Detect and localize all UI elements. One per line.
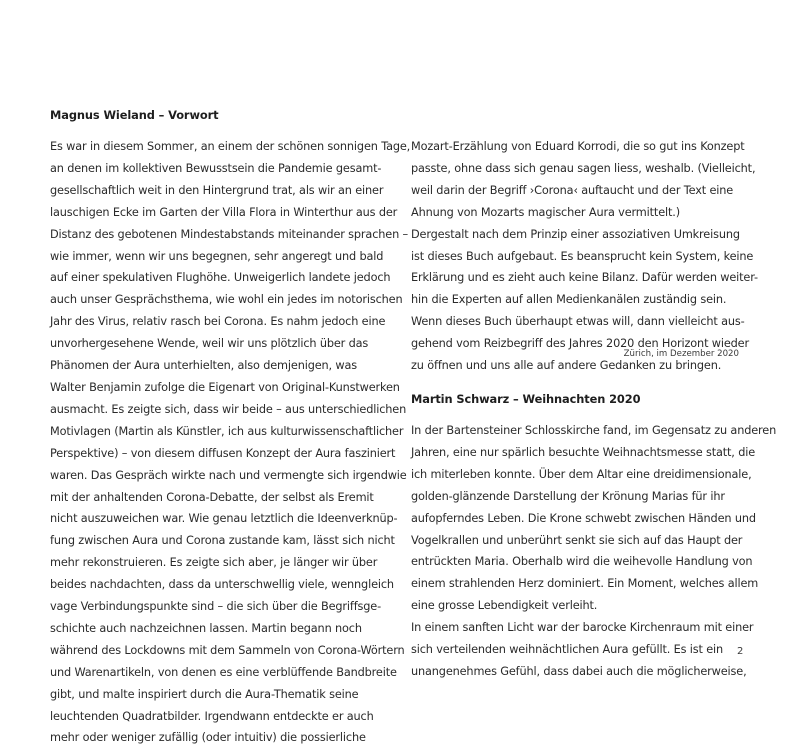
text-line: unangenehmes Gefühl, dass dabei auch die möglicherweise, [411, 664, 747, 678]
page-number: 2 [737, 646, 744, 657]
text-line: In einem sanften Licht war der barocke Kirchenraum mit einer [411, 621, 754, 635]
text-line: einem strahlenden Herz dominiert. Ein Moment, welches allem [411, 577, 759, 591]
text-line: beides nachdachten, dass da unterschwellig viele, wenngleich [50, 578, 394, 592]
text-line: Wenn dieses Buch überhaupt etwas will, dann vielleicht aus- [411, 315, 745, 329]
vorwort-paragraph-1 [50, 136, 410, 749]
signoff-place-date: Zürich, im Dezember 2020 [623, 349, 739, 359]
section-heading-vorwort: Magnus Wieland – Vorwort [50, 108, 219, 122]
text-line: zu öffnen und uns alle auf andere Gedanken zu bringen. [411, 359, 722, 373]
text-line: auf einer spekulativen Flughöhe. Unweigerlich landete jedoch [50, 271, 391, 285]
text-line: passte, ohne dass sich genau sagen liess, weshalb. (Vielleicht, [411, 161, 756, 175]
text-line: Dergestalt nach dem Prinzip einer assoziativen Umkreisung [411, 227, 740, 241]
text-line: Jahren, eine nur spärlich besuchte Weihnachtsmesse statt, die [411, 445, 755, 459]
text-line: nicht auszuweichen war. Wie genau letztlich die Ideenverknüp- [50, 512, 398, 526]
text-line: ausmacht. Es zeigte sich, dass wir beide – aus unterschiedlichen [50, 402, 407, 416]
text-line: schichte auch nachzeichnen lassen. Martin begann noch [50, 621, 362, 635]
text-line: auch unser Gesprächsthema, wie wohl ein jedes im notorischen [50, 293, 403, 307]
text-line: Distanz des gebotenen Mindestabstands miteinander sprachen – [50, 227, 409, 241]
text-line: aufopferndes Leben. Die Krone schwebt zwischen Händen und [411, 511, 756, 525]
text-line: Phänomen der Aura unterhielten, also demjenigen, was [50, 359, 358, 373]
text-line: ich miterleben konnte. Über dem Altar eine dreidimensionale, [411, 467, 752, 481]
text-line: lauschigen Ecke im Garten der Villa Flora in Winterthur aus der [50, 205, 398, 219]
text-line: eine grosse Lebendigkeit verleiht. [411, 599, 598, 613]
text-line: Ahnung von Mozarts magischer Aura vermittelt.) [411, 205, 680, 219]
text-line: waren. Das Gespräch wirkte nach und vermengte sich irgendwie [50, 468, 407, 482]
text-line: vage Verbindungspunkte sind – die sich über die Begriffsge- [50, 600, 382, 614]
vorwort-paragraph-2 [411, 136, 758, 377]
text-line: wie immer, wenn wir uns begegnen, sehr angeregt und bald [50, 249, 384, 263]
text-line: Motivlagen (Martin als Künstler, ich aus kulturwissenschaftlicher [50, 424, 404, 438]
text-line: Vogelkrallen und unberührt senkt sie sich auf das Haupt der [411, 533, 743, 547]
text-line: unvorhergesehene Wende, weil wir uns plötzlich über das [50, 337, 369, 351]
text-line: an denen im kollektiven Bewusstsein die Pandemie gesamt- [50, 161, 382, 175]
text-line: leuchtenden Quadratbilder. Irgendwann entdeckte er auch [50, 709, 374, 723]
text-line: Es war in diesem Sommer, an einem der schönen sonnigen Tage, [50, 140, 411, 153]
text-line: mehr oder weniger zufällig (oder intuitiv) die possierliche [50, 731, 366, 745]
text-line: gesellschaftlich weit in den Hintergrund trat, als wir an einer [50, 183, 384, 197]
text-line: sich verteilenden weihnächtlichen Aura gefüllt. Es ist ein [411, 643, 724, 657]
text-line: Jahr des Virus, relativ rasch bei Corona. Es nahm jedoch eine [50, 315, 386, 329]
weihnachten-paragraph [411, 420, 776, 683]
text-line: fung zwischen Aura und Corona zustande kam, lässt sich nicht [50, 534, 395, 548]
text-line: ist dieses Buch aufgebaut. Es beansprucht kein System, keine [411, 249, 754, 263]
text-line: Mozart-Erzählung von Eduard Korrodi, die so gut ins Konzept [411, 140, 745, 153]
text-line: entrückten Maria. Oberhalb wird die weihevolle Handlung von [411, 555, 753, 569]
text-line: gibt, und malte inspiriert durch die Aura-Thematik seine [50, 687, 359, 701]
text-line: mit der anhaltenden Corona-Debatte, der selbst als Eremit [50, 490, 374, 504]
text-line: Walter Benjamin zufolge die Eigenart von Original-Kunstwerken [50, 380, 400, 394]
text-line: mehr rekonstruieren. Es zeigte sich aber, je länger wir über [50, 556, 378, 570]
text-line: und Warenartikeln, von denen es eine verblüffende Bandbreite [50, 665, 397, 679]
text-line: weil darin der Begriff ›Corona‹ auftaucht und der Text eine [411, 183, 734, 197]
section-heading-weihnachten: Martin Schwarz – Weihnachten 2020 [411, 392, 641, 406]
text-line: golden-glänzende Darstellung der Krönung Marias für ihr [411, 489, 725, 503]
text-line: gehend vom Reizbegriff des Jahres 2020 den Horizont wieder [411, 337, 749, 351]
text-line: hin die Experten auf allen Medienkanälen zuständig sein. [411, 293, 727, 307]
text-line: Perspektive) – von diesem diffusen Konzept der Aura fasziniert [50, 446, 396, 460]
text-line: während des Lockdowns mit dem Sammeln von Corona-Wörtern [50, 643, 405, 657]
text-line: Erklärung und es zieht auch keine Bilanz. Dafür werden weiter- [411, 271, 758, 285]
text-line: In der Bartensteiner Schlosskirche fand, im Gegensatz zu anderen [411, 424, 777, 437]
